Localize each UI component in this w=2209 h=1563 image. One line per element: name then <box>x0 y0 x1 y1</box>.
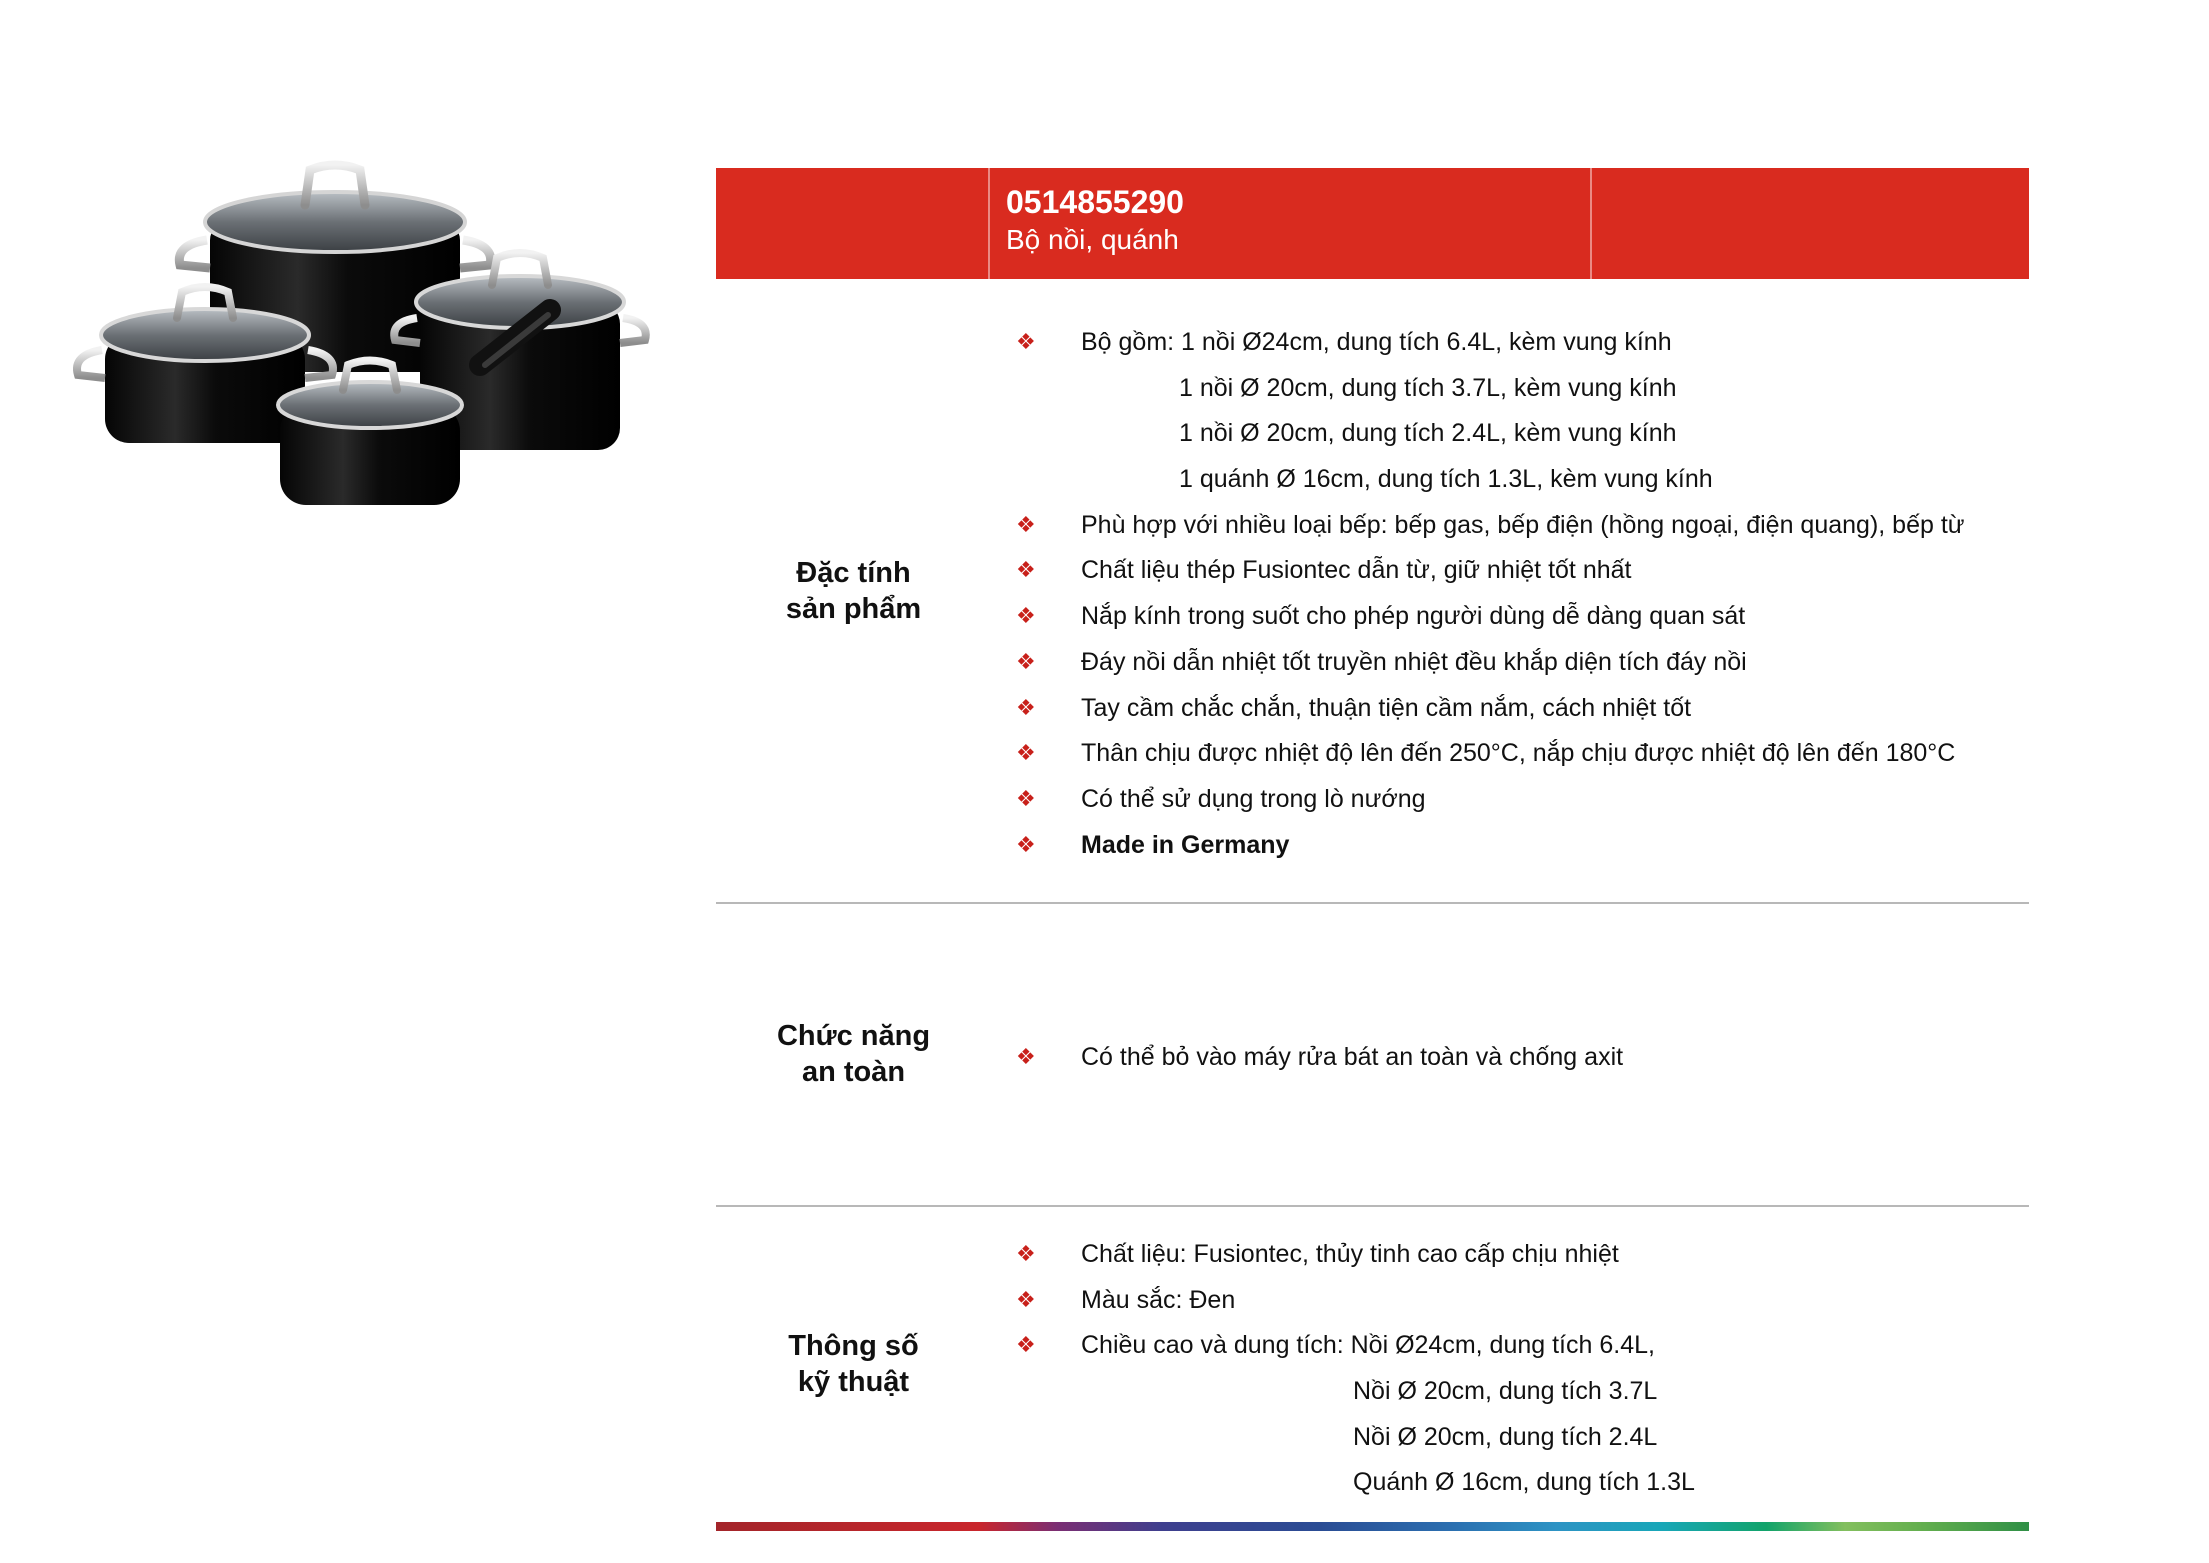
list-item-text: Chiều cao và dung tích: Nồi Ø24cm, dung tích 6.4L, <box>1081 1331 1655 1360</box>
diamond-bullet-icon: ❖ <box>1016 649 1036 675</box>
list-item-text: Đáy nồi dẫn nhiệt tốt truyền nhiệt đều khắp diện tích đáy nồi <box>1081 647 1747 676</box>
header-divider <box>1590 168 1592 279</box>
list-item-text: Nắp kính trong suốt cho phép người dùng dễ dàng quan sát <box>1081 602 1746 631</box>
section-label-line: Đặc tính <box>796 557 911 589</box>
diamond-bullet-icon: ❖ <box>1016 512 1036 538</box>
diamond-bullet-icon: ❖ <box>1016 558 1036 584</box>
diamond-bullet-icon: ❖ <box>1016 604 1036 630</box>
section-label-line: an toàn <box>801 1056 906 1088</box>
list-item-text: Có thể sử dụng trong lò nướng <box>1081 784 1426 813</box>
diamond-bullet-icon: ❖ <box>1016 1045 1036 1070</box>
section-label-line: kỹ thuật <box>797 1366 910 1398</box>
diamond-bullet-icon: ❖ <box>1016 741 1036 767</box>
diamond-bullet-icon: ❖ <box>1016 1242 1036 1267</box>
product-header-band <box>716 168 2029 279</box>
diamond-bullet-icon: ❖ <box>1016 695 1036 721</box>
list-item-text: Bộ gồm: 1 nồi Ø24cm, dung tích 6.4L, kèm vung kính <box>1081 328 1672 356</box>
diamond-bullet-icon: ❖ <box>1016 832 1036 858</box>
section-label-line: Thông số <box>788 1330 919 1362</box>
product-name: Bộ nồi, quánh <box>1006 224 1179 255</box>
diamond-bullet-icon: ❖ <box>1016 1287 1036 1313</box>
diamond-bullet-icon: ❖ <box>1016 330 1036 355</box>
list-item-text: Thân chịu được nhiệt độ lên đến 250°C, nắp chịu được nhiệt độ lên đến 180°C <box>1081 739 1956 768</box>
section-label-line: Chức năng <box>776 1020 931 1052</box>
diamond-bullet-icon: ❖ <box>1016 1333 1036 1359</box>
section-label-specs <box>716 1328 991 1400</box>
list-item-text: Chất liệu: Fusiontec, thủy tinh cao cấp chịu nhiệt <box>1081 1240 1619 1268</box>
list-item-text: 1 quánh Ø 16cm, dung tích 1.3L, kèm vung kính <box>1179 465 1713 494</box>
section-label-line: sản phẩm <box>785 593 922 625</box>
product-image-cookware-set <box>60 160 680 520</box>
section-divider <box>716 1205 2029 1207</box>
list-item-text: Made in Germany <box>1081 830 1290 859</box>
list-item-text: Quánh Ø 16cm, dung tích 1.3L <box>1353 1468 1695 1497</box>
list-item-text: Phù hợp với nhiều loại bếp: bếp gas, bếp điện (hồng ngoại, điện quang), bếp từ <box>1081 510 1965 539</box>
product-code: 0514855290 <box>1006 184 1184 220</box>
section-divider <box>716 902 2029 904</box>
list-item-text: Màu sắc: Đen <box>1081 1285 1236 1314</box>
section-label-safety <box>716 1018 991 1090</box>
header-divider <box>988 168 990 279</box>
footer-color-strip <box>716 1522 2029 1531</box>
list-item-text: 1 nồi Ø 20cm, dung tích 3.7L, kèm vung kính <box>1179 373 1677 402</box>
list-item-text: Có thể bỏ vào máy rửa bát an toàn và chống axit <box>1081 1043 1624 1071</box>
section-label-features <box>716 555 991 627</box>
list-item-text: Nồi Ø 20cm, dung tích 3.7L <box>1353 1377 1658 1406</box>
list-item-text: 1 nồi Ø 20cm, dung tích 2.4L, kèm vung kính <box>1179 419 1677 448</box>
list-item-text: Tay cầm chắc chắn, thuận tiện cầm nắm, cách nhiệt tốt <box>1081 693 1692 722</box>
diamond-bullet-icon: ❖ <box>1016 786 1036 812</box>
list-item-text: Chất liệu thép Fusiontec dẫn từ, giữ nhiệt tốt nhất <box>1081 556 1632 585</box>
list-item-text: Nồi Ø 20cm, dung tích 2.4L <box>1353 1422 1658 1451</box>
